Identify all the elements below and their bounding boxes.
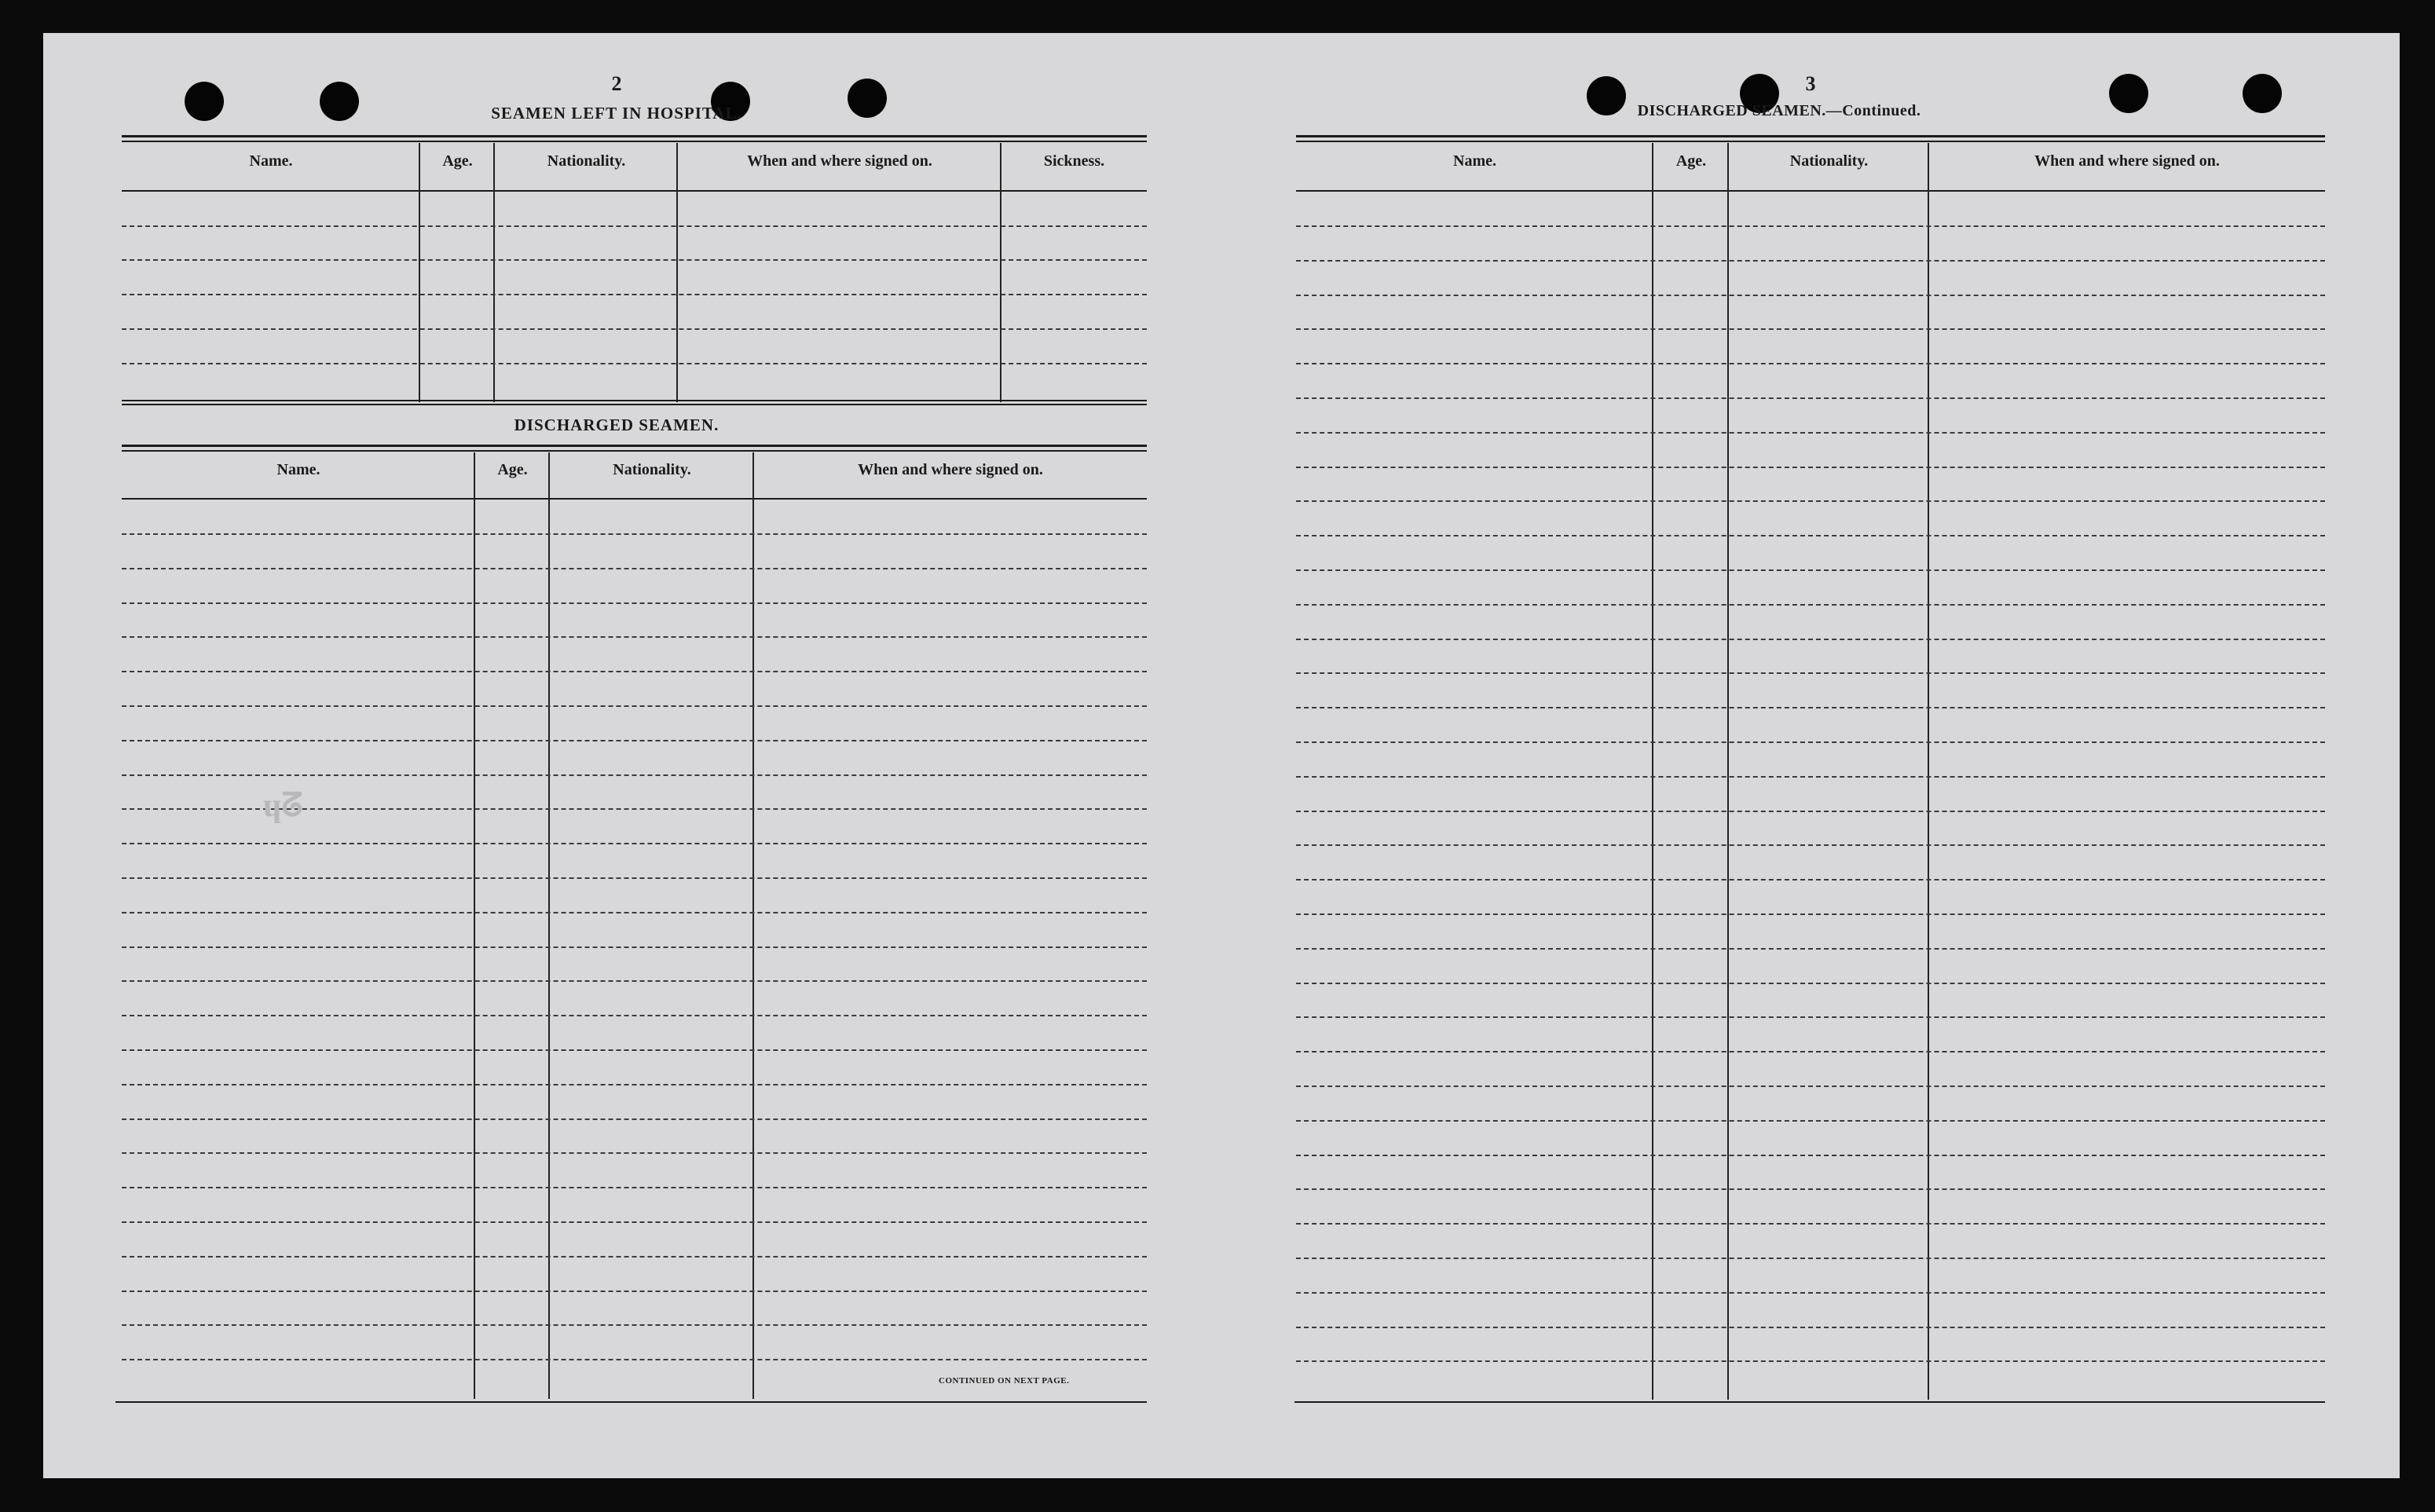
continued-note: CONTINUED ON NEXT PAGE. — [939, 1376, 1070, 1386]
col-header-signed-on: When and where signed on. — [858, 461, 1043, 478]
entry-line — [122, 843, 1147, 844]
col-header-name: Name. — [249, 152, 293, 170]
header-rule — [122, 190, 1147, 192]
col-header-nationality: Nationality. — [547, 152, 626, 170]
entry-line — [122, 636, 1147, 638]
entry-line — [1296, 500, 2325, 502]
entry-line — [122, 946, 1147, 948]
entry-line — [1296, 260, 2325, 262]
entry-line — [1296, 1223, 2325, 1225]
col-header-signed-on: When and where signed on. — [2034, 152, 2220, 170]
entry-line — [1296, 1051, 2325, 1053]
entry-line — [1296, 569, 2325, 571]
entry-line — [122, 1118, 1147, 1120]
double-rule — [122, 141, 1147, 142]
entry-line — [122, 774, 1147, 776]
document-sheet — [43, 33, 2400, 1478]
entry-line — [122, 1084, 1147, 1085]
col-header-age: Age. — [442, 152, 473, 170]
entry-line — [122, 877, 1147, 879]
entry-line — [122, 671, 1147, 672]
entry-line — [1296, 879, 2325, 880]
entry-line — [1296, 1120, 2325, 1122]
entry-line — [1296, 776, 2325, 778]
entry-line — [1296, 811, 2325, 812]
entry-line — [1296, 639, 2325, 640]
entry-line — [122, 980, 1147, 982]
entry-line — [122, 1187, 1147, 1188]
punch-hole — [848, 79, 887, 118]
column-divider — [1727, 143, 1729, 1400]
column-divider — [1928, 143, 1929, 1400]
entry-line — [122, 533, 1147, 535]
col-header-nationality: Nationality. — [1789, 152, 1869, 170]
bottom-rule — [1294, 1401, 2325, 1403]
page-number: 2 — [611, 72, 622, 95]
punch-hole — [2109, 74, 2148, 113]
entry-line — [1296, 1155, 2325, 1156]
entry-line — [1296, 328, 2325, 330]
bleed-through-mark: ɥᘔ — [263, 788, 303, 824]
entry-line — [1296, 467, 2325, 468]
entry-line — [1296, 225, 2325, 227]
entry-line — [122, 1359, 1147, 1360]
entry-line — [1296, 983, 2325, 984]
entry-line — [122, 740, 1147, 741]
entry-line — [1296, 295, 2325, 296]
entry-line — [122, 1049, 1147, 1051]
entry-line — [1296, 1258, 2325, 1259]
col-header-name: Name. — [1453, 152, 1496, 170]
entry-line — [122, 1221, 1147, 1223]
bottom-rule — [115, 1401, 1147, 1403]
entry-line — [122, 568, 1147, 569]
section-rule — [122, 400, 1147, 401]
section-rule — [122, 404, 1147, 405]
entry-line — [1296, 741, 2325, 743]
entry-line — [1296, 1016, 2325, 1018]
entry-line — [122, 1291, 1147, 1292]
entry-line — [1296, 604, 2325, 606]
entry-line — [122, 602, 1147, 604]
entry-line — [122, 328, 1147, 330]
entry-line — [122, 1256, 1147, 1258]
entry-line — [1296, 1292, 2325, 1294]
entry-line — [1296, 535, 2325, 536]
entry-line — [1296, 913, 2325, 915]
entry-line — [1296, 707, 2325, 708]
entry-line — [1296, 844, 2325, 846]
col-header-name: Name. — [276, 461, 320, 478]
double-rule — [1296, 141, 2325, 142]
entry-line — [122, 259, 1147, 261]
col-header-age: Age. — [1675, 152, 1707, 170]
col-header-age: Age. — [497, 461, 528, 478]
entry-line — [122, 1324, 1147, 1326]
entry-line — [1296, 672, 2325, 674]
entry-line — [122, 1015, 1147, 1016]
discharged-section-title: DISCHARGED SEAMEN. — [514, 416, 720, 434]
hospital-section-title: SEAMEN LEFT IN HOSPITAL. — [491, 104, 742, 123]
entry-line — [1296, 948, 2325, 950]
col-header-signed-on: When and where signed on. — [747, 152, 932, 170]
double-rule — [122, 450, 1147, 452]
entry-line — [122, 225, 1147, 227]
punch-hole — [185, 82, 224, 121]
col-header-sickness: Sickness. — [1043, 152, 1105, 170]
entry-line — [1296, 1188, 2325, 1190]
entry-line — [1296, 397, 2325, 399]
double-rule — [1296, 135, 2325, 137]
entry-line — [122, 912, 1147, 913]
header-rule — [122, 498, 1147, 500]
entry-line — [122, 1152, 1147, 1154]
entry-line — [122, 705, 1147, 707]
entry-line — [1296, 432, 2325, 434]
entry-line — [1296, 363, 2325, 364]
entry-line — [1296, 1327, 2325, 1328]
entry-line — [1296, 1085, 2325, 1087]
punch-hole — [2243, 74, 2282, 113]
entry-line — [122, 363, 1147, 364]
double-rule — [122, 135, 1147, 137]
page-number: 3 — [1805, 72, 1816, 95]
page-title: DISCHARGED SEAMEN.—Continued. — [1637, 102, 1921, 119]
punch-hole — [320, 82, 359, 121]
header-rule — [1296, 190, 2325, 192]
entry-line — [1296, 1360, 2325, 1362]
col-header-nationality: Nationality. — [613, 461, 691, 478]
double-rule — [122, 445, 1147, 447]
entry-line — [122, 294, 1147, 295]
column-divider — [1652, 143, 1653, 1400]
